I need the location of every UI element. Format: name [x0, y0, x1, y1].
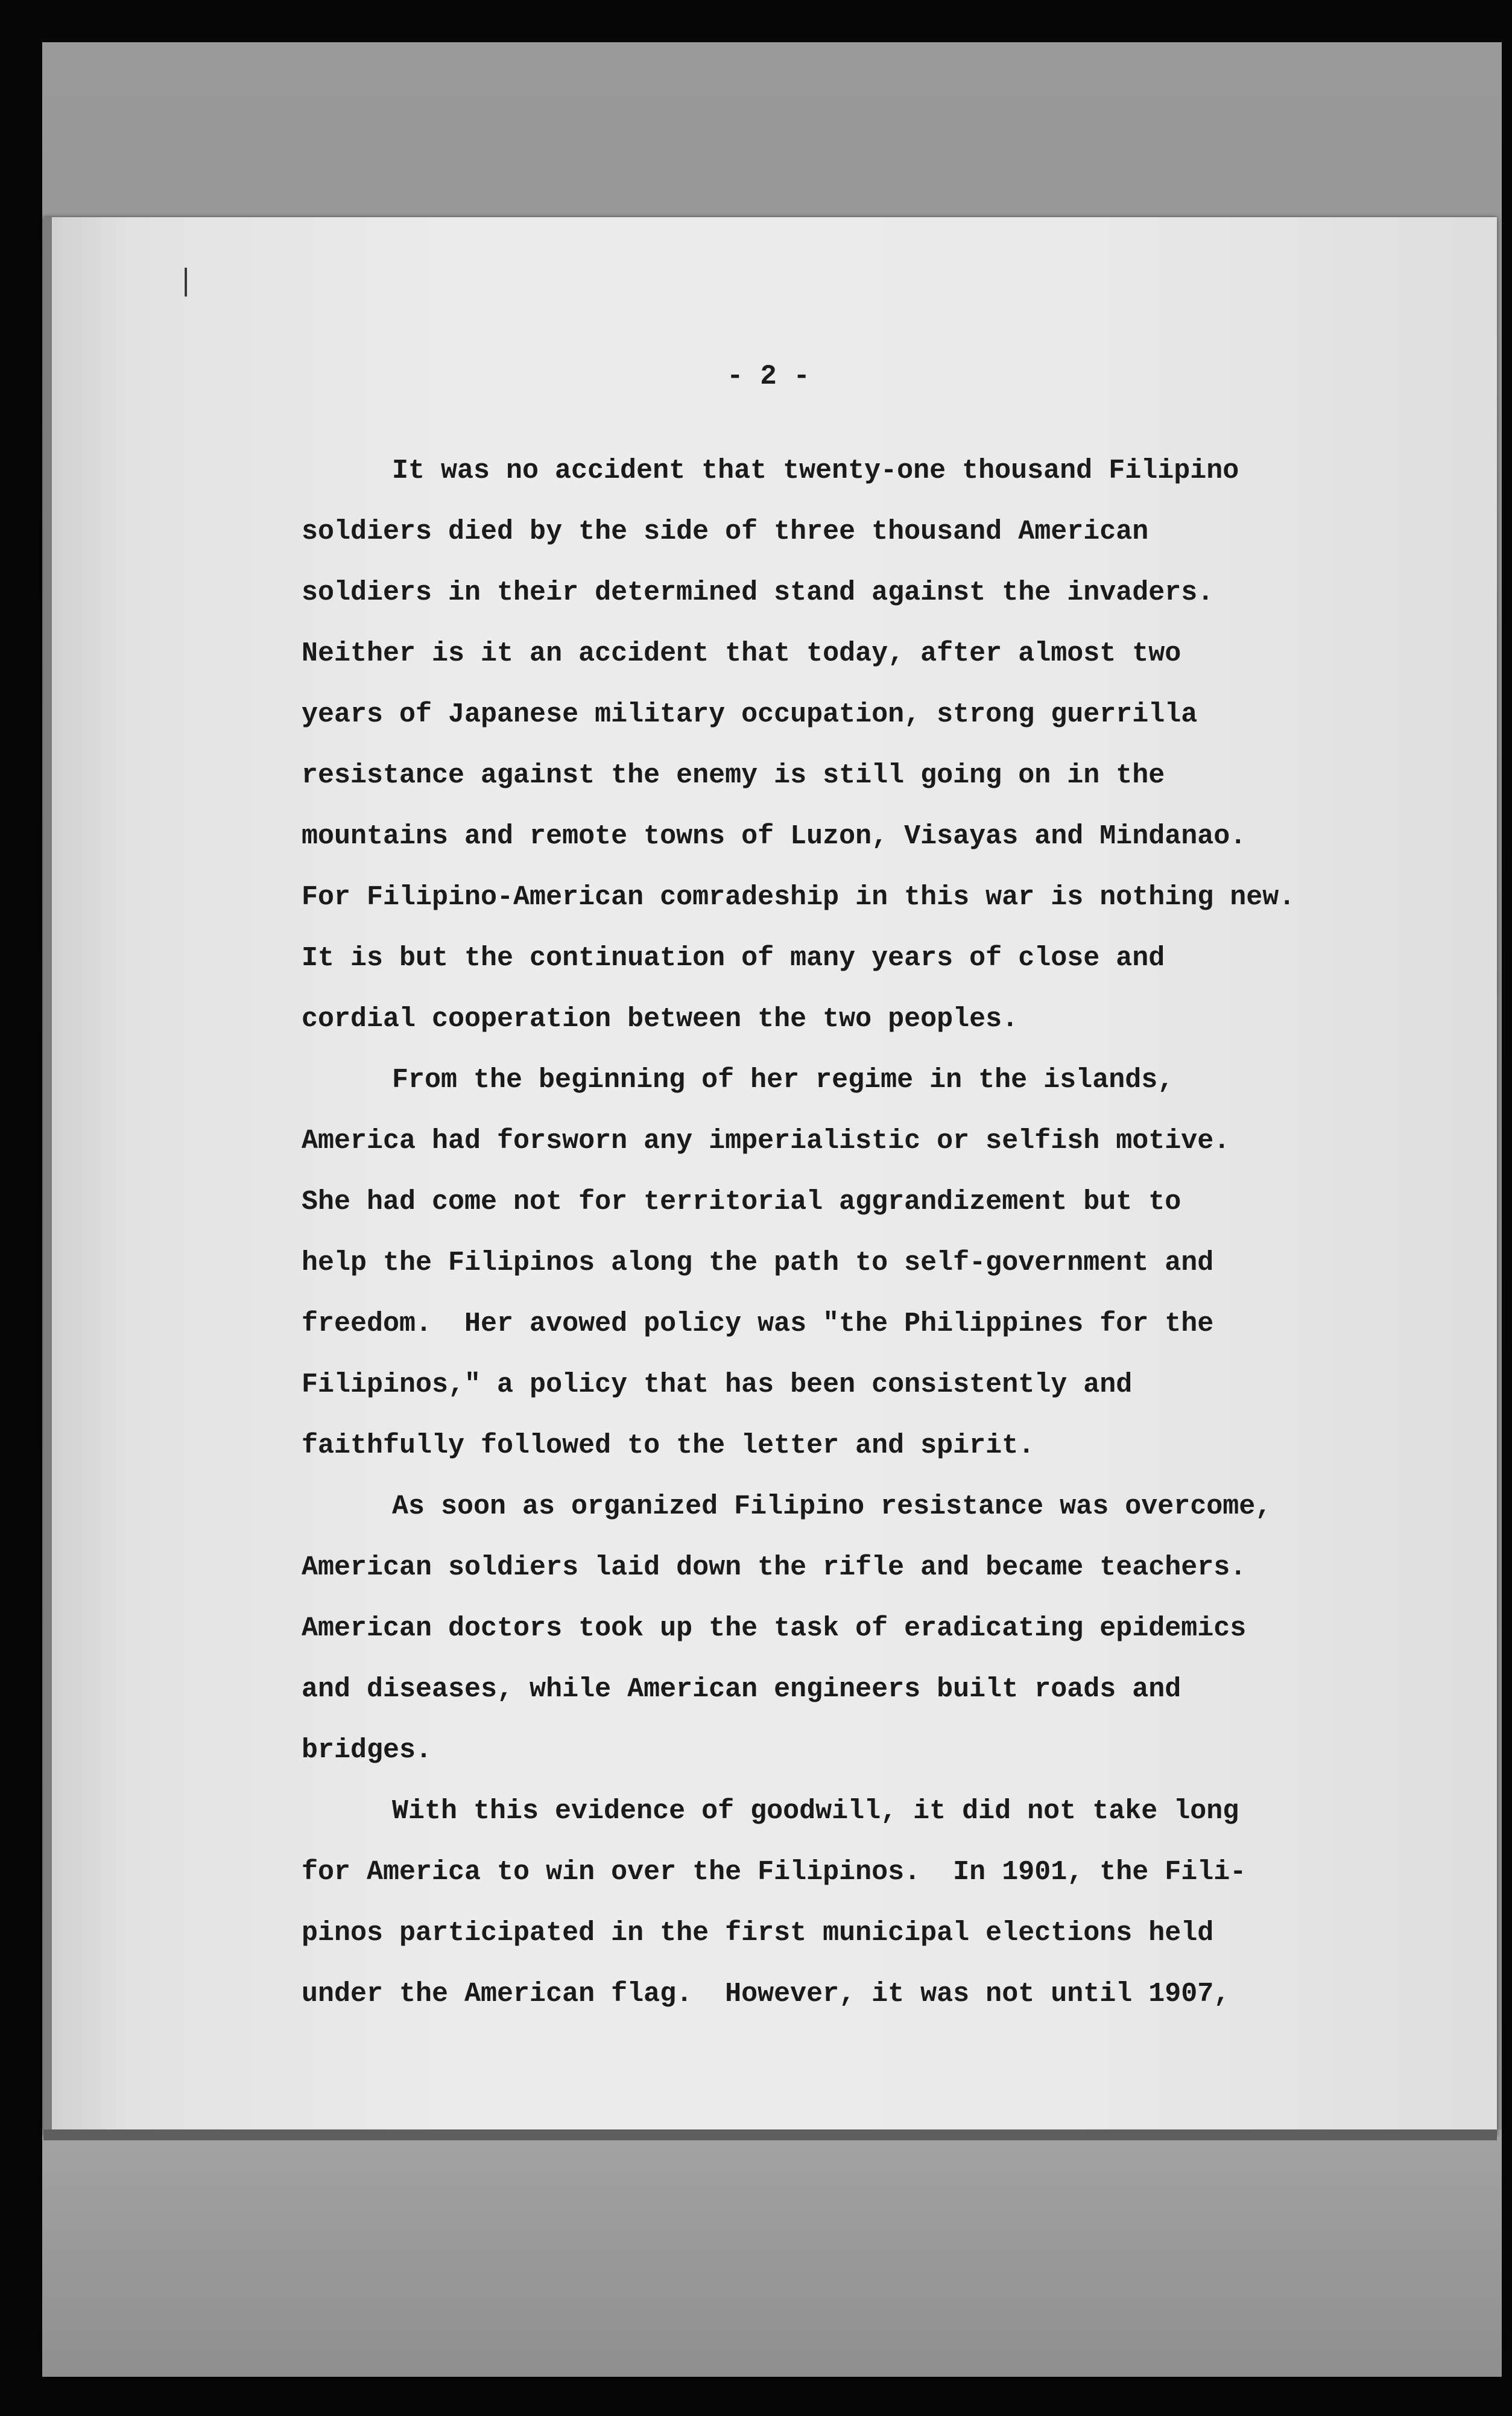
text-line: soldiers in their determined stand against the invaders.	[302, 577, 1214, 608]
text-line: For Filipino-American comradeship in this war is nothing new.	[302, 882, 1295, 913]
text-line: With this evidence of goodwill, it did not take long	[392, 1796, 1239, 1827]
text-line: and diseases, while American engineers built roads and	[302, 1674, 1181, 1705]
text-line: mountains and remote towns of Luzon, Visayas and Mindanao.	[302, 821, 1247, 852]
text-line: She had come not for territorial aggrandizement but to	[302, 1187, 1181, 1217]
text-line: cordial cooperation between the two peoples.	[302, 1004, 1019, 1035]
body-text	[302, 440, 1447, 2024]
text-line: American soldiers laid down the rifle and became teachers.	[302, 1552, 1247, 1583]
text-line: American doctors took up the task of eradicating epidemics	[302, 1613, 1247, 1644]
sheet-edge	[43, 217, 52, 2135]
margin-mark: |	[181, 263, 191, 297]
text-line: It was no accident that twenty-one thousand Filipino	[392, 455, 1239, 486]
text-line: soldiers died by the side of three thousand American	[302, 516, 1149, 547]
text-line: It is but the continuation of many years of close and	[302, 943, 1165, 974]
text-line: Filipinos," a policy that has been consistently and	[302, 1369, 1133, 1400]
mount-board-lower	[42, 2129, 1502, 2377]
text-line: pinos participated in the first municipal elections held	[302, 1918, 1214, 1948]
text-line: faithfully followed to the letter and spirit.	[302, 1430, 1035, 1461]
page-number: - 2 -	[727, 361, 811, 392]
text-line: From the beginning of her regime in the islands,	[392, 1065, 1174, 1095]
sheet-shadow	[43, 2129, 1497, 2140]
text-line: for America to win over the Filipinos. In 1901, the Fili-	[302, 1857, 1247, 1888]
text-line: bridges.	[302, 1735, 432, 1766]
text-line: under the American flag. However, it was not until 1907,	[302, 1979, 1230, 2009]
text-line: freedom. Her avowed policy was "the Philippines for the	[302, 1308, 1214, 1339]
text-line: help the Filipinos along the path to self-government and	[302, 1248, 1214, 1278]
text-line: years of Japanese military occupation, strong guerrilla	[302, 699, 1198, 730]
text-line: America had forsworn any imperialistic or selfish motive.	[302, 1126, 1230, 1156]
text-line: Neither is it an accident that today, after almost two	[302, 638, 1181, 669]
text-line: As soon as organized Filipino resistance was overcome,	[392, 1491, 1272, 1522]
text-line: resistance against the enemy is still going on in the	[302, 760, 1165, 791]
